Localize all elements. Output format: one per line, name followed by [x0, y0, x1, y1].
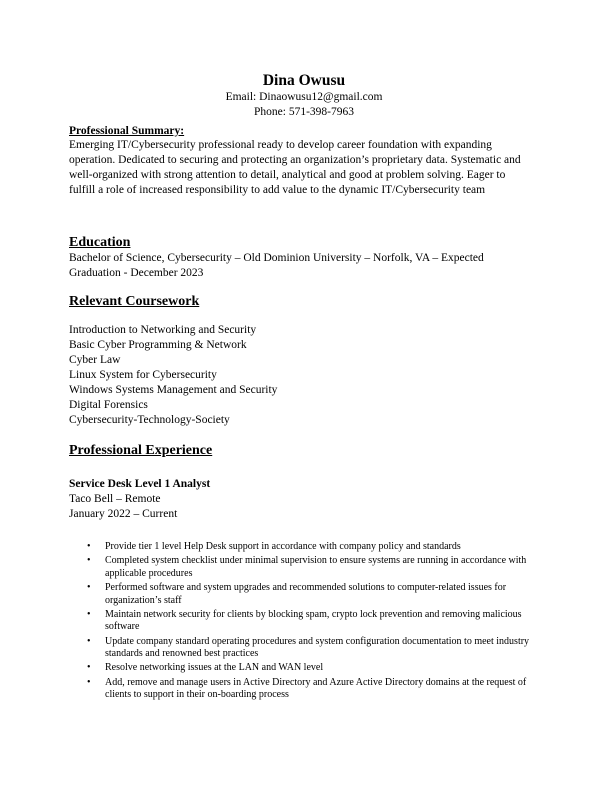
- summary-text: Emerging IT/Cybersecurity professional ready to develop career foundation with expanding operation. Dedicated to securing and protecting an organization’s proprietary data. Systematic and well-organized with strong attention to detail, analytical and good at problem solving. Eager to fulfill a role of increased responsibility to add value to the dynamic IT/Cybersecurity team: [69, 139, 521, 196]
- duty-text: Provide tier 1 level Help Desk support in accordance with company policy and standards: [105, 541, 461, 552]
- education-text: Bachelor of Science, Cybersecurity – Old Dominion University – Norfolk, VA – Expected Graduation - December 2023: [69, 252, 484, 279]
- coursework-item: Windows Systems Management and Security: [69, 384, 278, 396]
- duty-item: [87, 662, 537, 675]
- duty-item: [87, 581, 537, 607]
- phone-line: Phone: 571-398-7963: [254, 106, 354, 118]
- coursework-item: Cybersecurity-Technology-Society: [69, 414, 230, 426]
- summary-heading: Professional Summary:: [69, 125, 185, 137]
- duty-text: Add, remove and manage users in Active Directory and Azure Active Directory domains at the request of clients to support in their on-boarding process: [105, 676, 527, 701]
- bullet-icon: •: [87, 662, 91, 674]
- duty-text: Update company standard operating procedures and system configuration documentation to meet industry standards and renowned best practices: [105, 635, 530, 660]
- bullet-icon: •: [87, 555, 91, 567]
- resume-header: [69, 0, 539, 120]
- coursework-item: Introduction to Networking and Security: [69, 324, 257, 336]
- experience-heading: Professional Experience: [69, 443, 213, 458]
- coursework-item: Linux System for Cybersecurity: [69, 369, 217, 381]
- coursework-list: [69, 323, 539, 428]
- duty-item: [87, 541, 537, 554]
- email-line: Email: Dinaowusu12@gmail.com: [225, 91, 383, 103]
- duty-item: [87, 635, 537, 661]
- duty-text: Maintain network security for clients by blocking spam, crypto lock prevention and removing malicious software: [105, 608, 522, 633]
- job-title: Service Desk Level 1 Analyst: [69, 478, 211, 490]
- duty-text: Resolve networking issues at the LAN and WAN level: [105, 662, 324, 674]
- coursework-item: Digital Forensics: [69, 399, 148, 411]
- candidate-name: Dina Owusu: [262, 72, 346, 89]
- coursework-heading: Relevant Coursework: [69, 294, 200, 309]
- bullet-icon: •: [87, 676, 91, 688]
- bullet-icon: •: [87, 541, 91, 552]
- bullet-icon: •: [87, 608, 91, 620]
- duty-item: [87, 676, 537, 702]
- bullet-icon: •: [87, 581, 91, 593]
- coursework-item: Basic Cyber Programming & Network: [69, 339, 247, 351]
- coursework-item: Cyber Law: [69, 354, 121, 366]
- duty-text: Completed system checklist under minimal supervision to ensure systems are running in accordance with applicable procedures: [105, 555, 527, 579]
- job-dates: January 2022 – Current: [69, 508, 178, 520]
- job-duties-list: [69, 541, 539, 702]
- duty-item: [87, 555, 537, 580]
- duty-text: Performed software and system upgrades and recommended solutions to computer-related issues for organization’s staff: [105, 581, 507, 606]
- education-heading: Education: [69, 235, 131, 250]
- job-company: Taco Bell – Remote: [69, 493, 161, 505]
- bullet-icon: •: [87, 635, 91, 647]
- duty-item: [87, 608, 537, 634]
